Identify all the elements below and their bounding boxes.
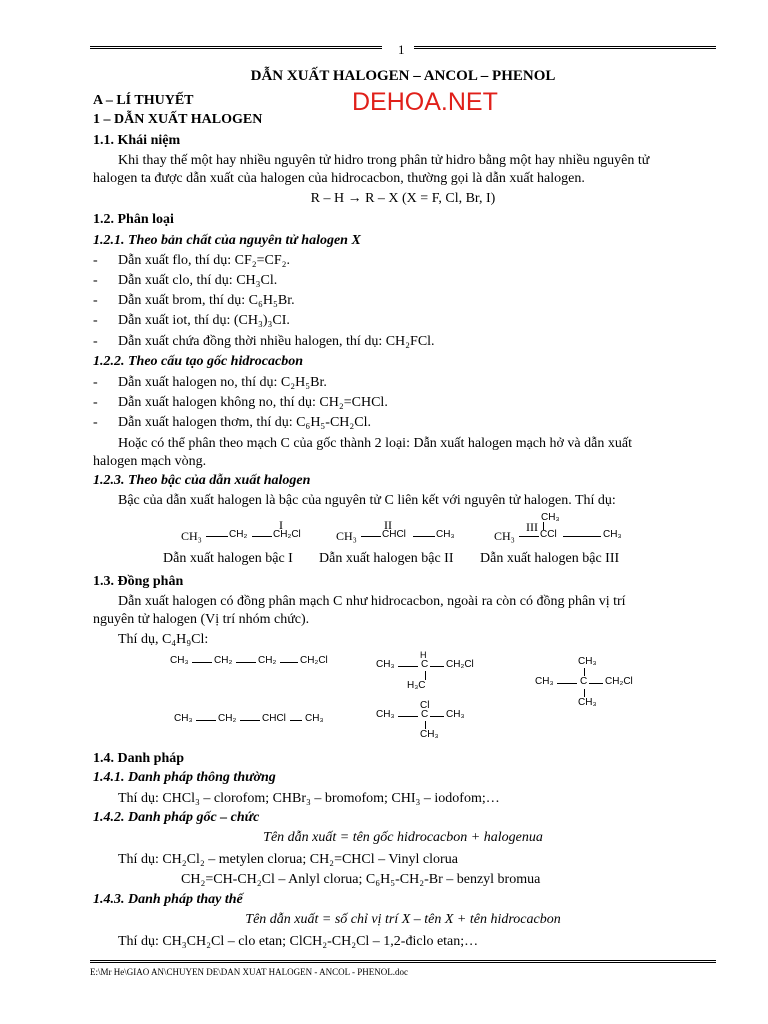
- isomer-label: CH₃: [376, 709, 395, 720]
- isomer-label: H: [420, 650, 427, 660]
- isomer-label: C: [580, 676, 588, 687]
- isomer-label: Cl: [420, 700, 430, 711]
- isomer-label: H₃C: [407, 680, 426, 691]
- heading-1-4-2: 1.4.2. Danh pháp gốc – chức: [93, 810, 260, 825]
- list-item: - Dẫn xuất flo, thí dụ: CF₂=CF₂.: [93, 253, 291, 268]
- bond-line: [557, 683, 577, 684]
- bond-line: [196, 720, 216, 721]
- heading-1-4-3: 1.4.3. Danh pháp thay thế: [93, 892, 243, 907]
- isomer-example-label: Thí dụ, C₄H₉Cl:: [118, 632, 209, 647]
- bond-line: [563, 536, 601, 537]
- bond-line: [252, 536, 272, 537]
- heading-1-2-1: 1.2.1. Theo bản chất của nguyên tử halogen X: [93, 233, 361, 248]
- watermark: DEHOA.NET: [352, 88, 498, 116]
- isomer-label: CH₂Cl: [300, 655, 328, 666]
- bond-line: [290, 720, 302, 721]
- example-1-4-2a: Thí dụ: CH₂Cl₂ – metylen clorua; CH₂=CHCl – Vinyl clorua: [118, 852, 458, 867]
- structure-label: CCl: [540, 529, 557, 540]
- paragraph-bac: Bậc của dẫn xuất halogen là bậc của nguyên tử C liên kết với nguyên tử halogen. Thí dụ:: [118, 493, 616, 508]
- footer-rule: [90, 960, 716, 963]
- paragraph-1-3-line2: nguyên tử halogen (Vị trí nhóm chức).: [93, 612, 310, 627]
- degree-caption: Dẫn xuất halogen bậc I: [163, 551, 293, 566]
- structure-label: CH₃: [436, 529, 455, 540]
- structure-label: CH₃: [603, 529, 622, 540]
- degree-caption: Dẫn xuất halogen bậc II: [319, 551, 454, 566]
- bond-line: [430, 716, 444, 717]
- structure-label: CH₂: [229, 529, 248, 540]
- isomer-label: CH₂Cl: [605, 676, 633, 687]
- isomer-label: CH₂: [258, 655, 277, 666]
- rule-1-4-3: Tên dẫn xuất = số chỉ vị trí X – tên X + tên hidrocacbon: [245, 912, 561, 927]
- degree-mark: II: [384, 518, 392, 532]
- isomer-label: CH₃: [535, 676, 554, 687]
- isomer-label: CHCl: [262, 713, 286, 724]
- paragraph-1-1-line2: halogen ta được dẫn xuất của halogen của hidrocacbon, thường gọi là dẫn xuất halogen.: [93, 171, 585, 186]
- list-item: - Dẫn xuất clo, thí dụ: CH₃Cl.: [93, 273, 278, 288]
- substitution-formula: R – H → R – X (X = F, Cl, Br, I): [310, 191, 496, 206]
- structure-label: CHCl: [382, 529, 406, 540]
- bond-line: [584, 689, 585, 697]
- example-1-4-3: Thí dụ: CH₃CH₂Cl – clo etan; ClCH₂-CH₂Cl – 1,2-điclo etan;…: [118, 934, 479, 949]
- isomer-label: C: [421, 709, 429, 720]
- rule-1-4-2: Tên dẫn xuất = tên gốc hidrocacbon + halogenua: [263, 830, 543, 845]
- isomer-label: CH₂: [218, 713, 237, 724]
- structure-label: CH₃: [181, 529, 202, 543]
- structure-label: CH₃: [541, 512, 560, 523]
- isomer-label: CH₃: [578, 697, 597, 708]
- heading-1-2-2: 1.2.2. Theo cấu tạo gốc hidrocacbon: [93, 354, 303, 369]
- structure-label: CH₃: [336, 529, 357, 543]
- bond-line: [425, 721, 426, 729]
- bond-line: [584, 668, 585, 676]
- bond-line: [206, 536, 228, 537]
- bond-line: [240, 720, 260, 721]
- heading-1-1: 1.1. Khái niệm: [93, 133, 181, 148]
- isomer-label: CH₃: [578, 656, 597, 667]
- structure-label: CH₃: [494, 529, 515, 543]
- bond-line: [589, 683, 603, 684]
- header-rule-left: [90, 46, 382, 49]
- list-item: - Dẫn xuất halogen không no, thí dụ: CH₂=CHCl.: [93, 395, 388, 410]
- heading-1-4: 1.4. Danh pháp: [93, 751, 185, 766]
- isomer-label: CH₂: [214, 655, 233, 666]
- heading-1-2-3: 1.2.3. Theo bậc của dẫn xuất halogen: [93, 473, 311, 488]
- isomer-label: CH₃: [376, 659, 395, 670]
- list-item: - Dẫn xuất iot, thí dụ: (CH₃)₃CI.: [93, 313, 290, 328]
- list-item: - Dẫn xuất halogen thơm, thí dụ: C₆H₅-CH₂Cl.: [93, 415, 372, 430]
- example-1-4-1: Thí dụ: CHCl₃ – clorofom; CHBr₃ – bromofom; CHI₃ – iodofom;…: [118, 791, 500, 806]
- isomer-label: CH₃: [446, 709, 465, 720]
- example-1-4-2b: CH₂=CH-CH₂Cl – Anlyl clorua; C₆H₅-CH₂-Br – benzyl bromua: [181, 872, 541, 887]
- degree-caption: Dẫn xuất halogen bậc III: [480, 551, 620, 566]
- heading-1-2: 1.2. Phân loại: [93, 212, 174, 227]
- bond-line: [398, 716, 418, 717]
- paragraph-1-1-line1: Khi thay thế một hay nhiều nguyên tử hidro trong phân tử hidro bằng một hay nhiều nguyên tử: [118, 153, 650, 168]
- bond-line: [425, 671, 426, 680]
- paragraph-mach-line2: halogen mạch vòng.: [93, 454, 207, 469]
- bond-line: [430, 666, 444, 667]
- paragraph-1-3-line1: Dẫn xuất halogen có đồng phân mạch C như hidrocacbon, ngoài ra còn có đồng phân vị trí: [118, 594, 626, 609]
- degree-mark: III: [526, 520, 538, 534]
- page-number: 1: [398, 42, 405, 57]
- list-item: - Dẫn xuất chứa đồng thời nhiều halogen, thí dụ: CH₂FCl.: [93, 334, 435, 349]
- bond-line: [236, 662, 256, 663]
- list-item: - Dẫn xuất brom, thí dụ: C₆H₅Br.: [93, 293, 295, 308]
- heading-1-3: 1.3. Đồng phân: [93, 574, 184, 589]
- section-a-heading: A – LÍ THUYẾT: [93, 93, 194, 108]
- isomer-label: CH₃: [420, 729, 439, 740]
- paragraph-mach-line1: Hoặc có thể phân theo mạch C của gốc thành 2 loại: Dẫn xuất halogen mạch hở và dẫn xuất: [118, 436, 632, 451]
- isomer-label: C: [421, 659, 429, 670]
- structure-label: CH₂Cl: [273, 529, 301, 540]
- isomer-label: CH₃: [170, 655, 189, 666]
- degree-mark: I: [279, 518, 283, 532]
- isomer-label: CH₂Cl: [446, 659, 474, 670]
- bond-line: [192, 662, 212, 663]
- bond-line: [398, 666, 418, 667]
- bond-line: [361, 536, 381, 537]
- bond-line: [519, 536, 539, 537]
- bond-line: [280, 662, 298, 663]
- heading-1-4-1: 1.4.1. Danh pháp thông thường: [93, 770, 276, 785]
- section-1-heading: 1 – DẪN XUẤT HALOGEN: [93, 112, 263, 127]
- isomer-label: CH₃: [305, 713, 324, 724]
- list-item: - Dẫn xuất halogen no, thí dụ: C₂H₅Br.: [93, 375, 327, 390]
- header-rule-right: [414, 46, 716, 49]
- page-title: DẪN XUẤT HALOGEN – ANCOL – PHENOL: [250, 68, 556, 84]
- bond-line: [413, 536, 435, 537]
- isomer-label: CH₃: [174, 713, 193, 724]
- footer-path: E:\Mr He\GIAO AN\CHUYEN DE\DAN XUAT HALOGEN - ANCOL - PHENOL.doc: [90, 967, 408, 977]
